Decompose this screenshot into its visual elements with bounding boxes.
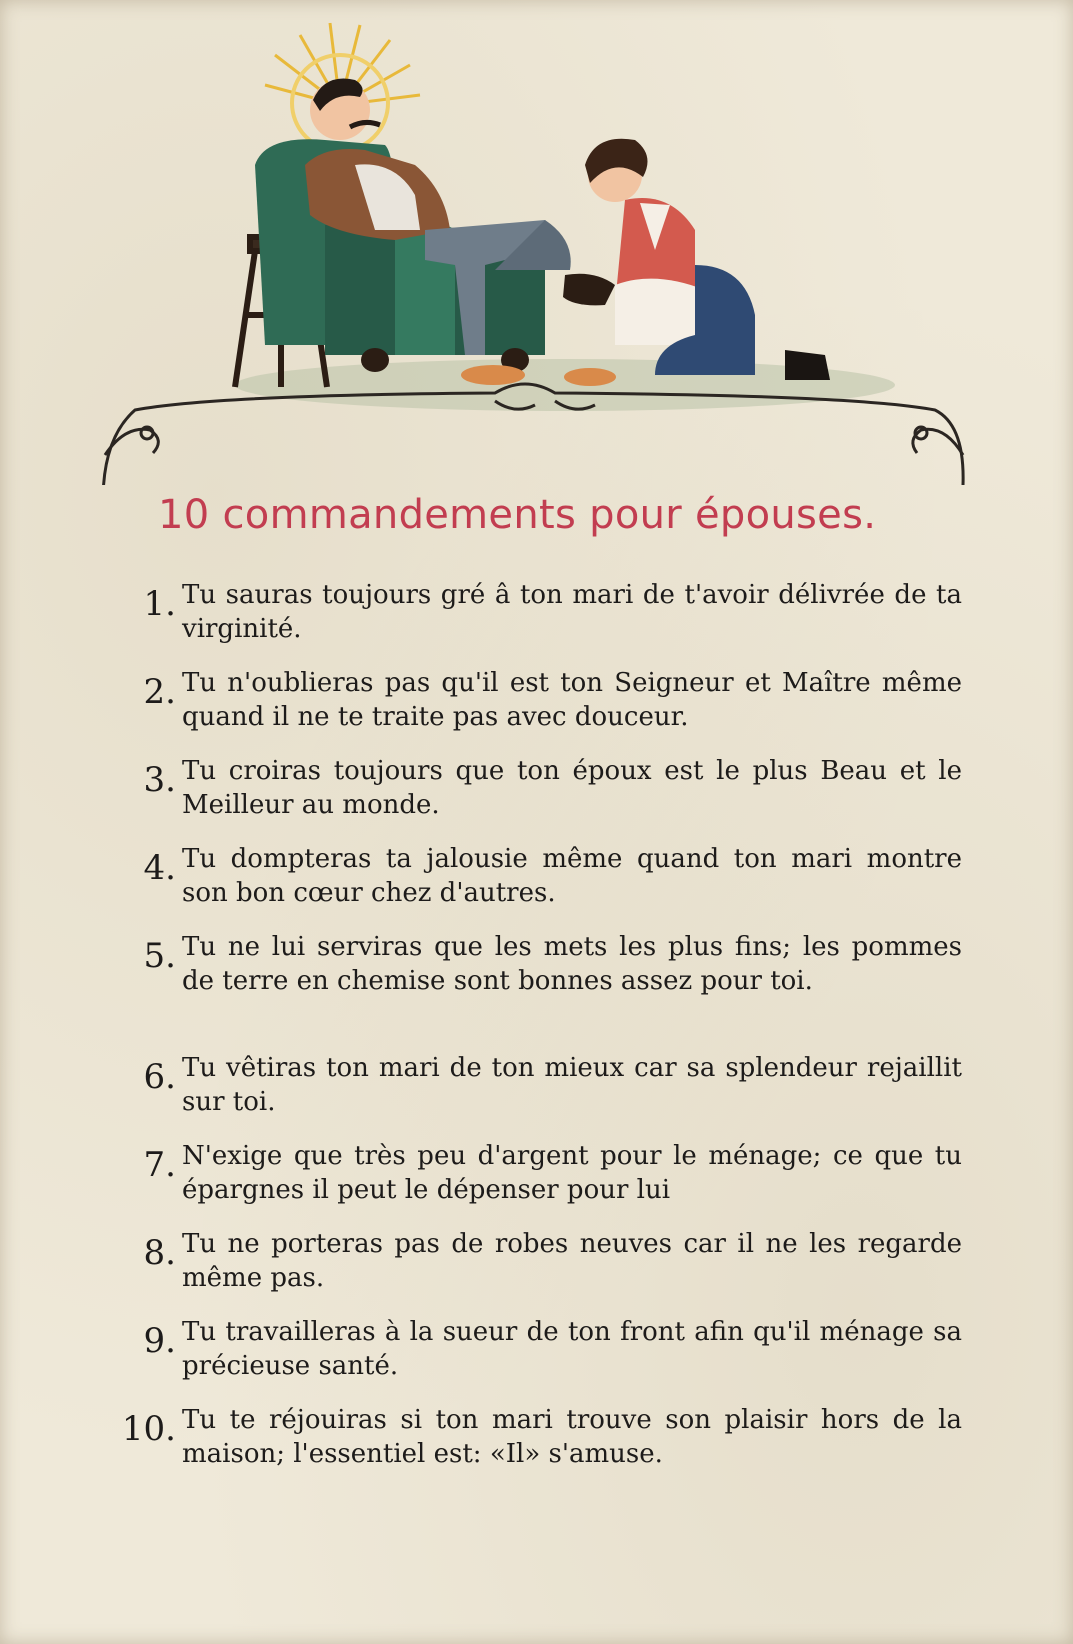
item-text: Tu n'oublieras pas qu'il est ton Seigneur et Maître même quand il ne te traite pas avec douceur.: [182, 668, 962, 732]
commandment-list: [100, 578, 960, 1491]
item-text: Tu ne lui serviras que les mets les plus fins; les pommes de terre en chemise sont bonnes assez pour toi.: [182, 932, 962, 996]
item-number: 3.: [143, 760, 176, 800]
wife-figure: [563, 139, 830, 380]
item-number: 9.: [143, 1321, 176, 1361]
item-text: Tu ne porteras pas de robes neuves car il ne les regarde même pas.: [182, 1229, 962, 1293]
item-text: Tu te réjouiras si ton mari trouve son plaisir hors de la maison; l'essentiel est: «Il» s'amuse.: [182, 1405, 962, 1469]
page-title: 10 commandements pour épouses.: [158, 492, 877, 538]
item-text: Tu sauras toujours gré â ton mari de t'avoir délivrée de ta virginité.: [182, 580, 962, 644]
slipper-icon: [564, 368, 616, 386]
list-item: [100, 1139, 960, 1227]
list-item: [100, 1051, 960, 1139]
item-number: 10.: [121, 1409, 176, 1449]
list-item: [100, 842, 960, 930]
item-text: Tu croiras toujours que ton époux est le plus Beau et le Meilleur au monde.: [182, 756, 962, 820]
item-number: 5.: [143, 936, 176, 976]
list-item: [100, 930, 960, 1051]
list-item: [100, 578, 960, 666]
list-item: [100, 1403, 960, 1491]
illustration-husband-and-wife: [95, 15, 1015, 485]
item-text: Tu travailleras à la sueur de ton front afin qu'il ménage sa précieuse santé.: [182, 1317, 962, 1381]
item-text: N'exige que très peu d'argent pour le ménage; ce que tu épargnes il peut le dépenser pour lui: [182, 1141, 962, 1205]
list-item: [100, 1315, 960, 1403]
list-item: [100, 666, 960, 754]
item-number: 2.: [143, 672, 176, 712]
item-number: 4.: [143, 848, 176, 888]
item-number: 8.: [143, 1233, 176, 1273]
item-number: 7.: [143, 1145, 176, 1185]
list-item: [100, 1227, 960, 1315]
item-text: Tu vêtiras ton mari de ton mieux car sa splendeur rejaillit sur toi.: [182, 1053, 962, 1117]
item-text: Tu dompteras ta jalousie même quand ton mari montre son bon cœur chez d'autres.: [182, 844, 962, 908]
item-number: 6.: [143, 1057, 176, 1097]
item-number: 1.: [143, 584, 176, 624]
list-item: [100, 754, 960, 842]
